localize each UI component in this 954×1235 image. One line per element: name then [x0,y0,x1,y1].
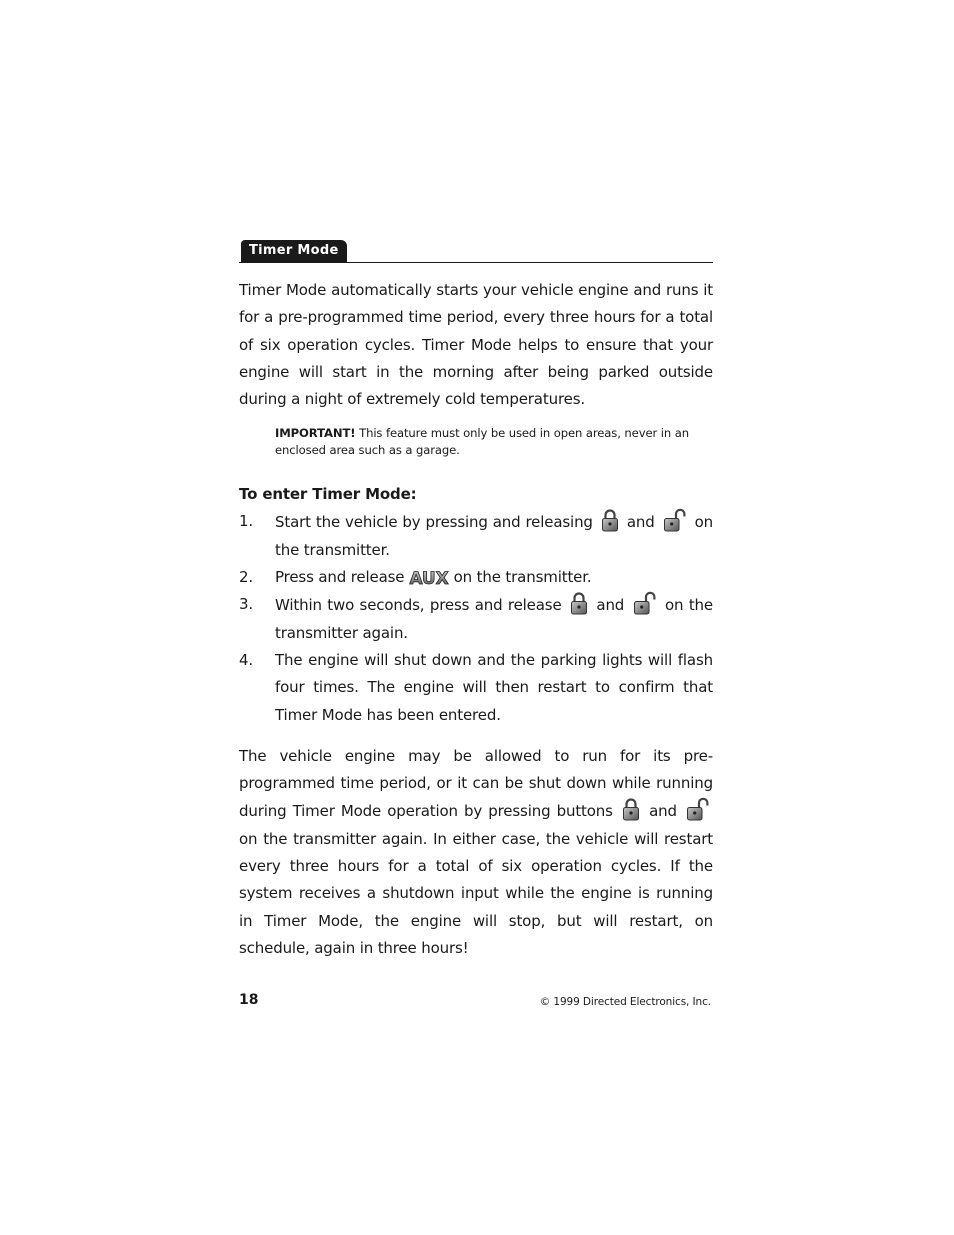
step-4 [239,647,713,729]
steps-heading: To enter Timer Mode: [239,485,417,504]
section-header [239,240,713,263]
outro-text: The vehicle engine may be allowed to run for its pre-programmed time period, or it can be shut down while running during Timer Mode operation by pressing buttons [239,746,713,821]
step-number: 4. [239,650,254,669]
step-text: Press and release [275,568,405,587]
step-text: Start the vehicle by pressing and releasing [275,513,593,532]
important-label: IMPORTANT! [275,426,356,441]
step-text: on the transmitter. [275,513,713,559]
important-text: This feature must only be used in open areas, never in an enclosed area such as a garage. [275,426,689,458]
step-number: 2. [239,568,254,587]
section-title: Timer Mode [241,240,347,262]
manual-page [239,240,713,962]
step-1 [239,508,713,564]
step-text: on the transmitter. [453,568,592,587]
important-note [275,425,713,459]
page-number: 18 [239,992,259,1008]
intro-paragraph: Timer Mode automatically starts your vehicle engine and runs it for a pre-programmed time period, every three hours for a total of six operation cycles. Timer Mode helps to ensure that your engine will start in the morning after being parked outside during a night of extremely cold temperatures. [239,281,713,409]
lock-icon [601,508,619,532]
aux-icon [409,567,449,590]
outro-text: and [649,802,677,821]
lock-icon [570,591,588,615]
step-3 [239,591,713,647]
outro-paragraph [239,743,713,962]
step-text: on the transmitter again. [275,596,713,642]
steps-list [239,508,713,728]
unlock-icon [663,508,687,532]
step-number: 3. [239,595,254,614]
step-text: The engine will shut down and the parking lights will flash four times. The engine will then restart to confirm that Timer Mode has been entered. [275,650,713,724]
unlock-icon [633,591,657,615]
step-2 [239,564,713,591]
step-number: 1. [239,512,254,531]
step-text: and [626,513,655,532]
lock-icon [622,797,640,821]
aux-label: AUX [409,569,449,590]
step-text: and [596,596,625,615]
outro-text: on the transmitter again. In either case, the vehicle will restart every three hours for a total of six operation cycles. If the system receives a shutdown input while the engine is running in Timer Mode, the engine will stop, but will restart, on schedule, again in three hours! [239,829,713,957]
copyright-notice: © 1999 Directed Electronics, Inc. [539,996,711,1008]
step-text: Within two seconds, press and release [275,596,562,615]
unlock-icon [686,797,710,821]
